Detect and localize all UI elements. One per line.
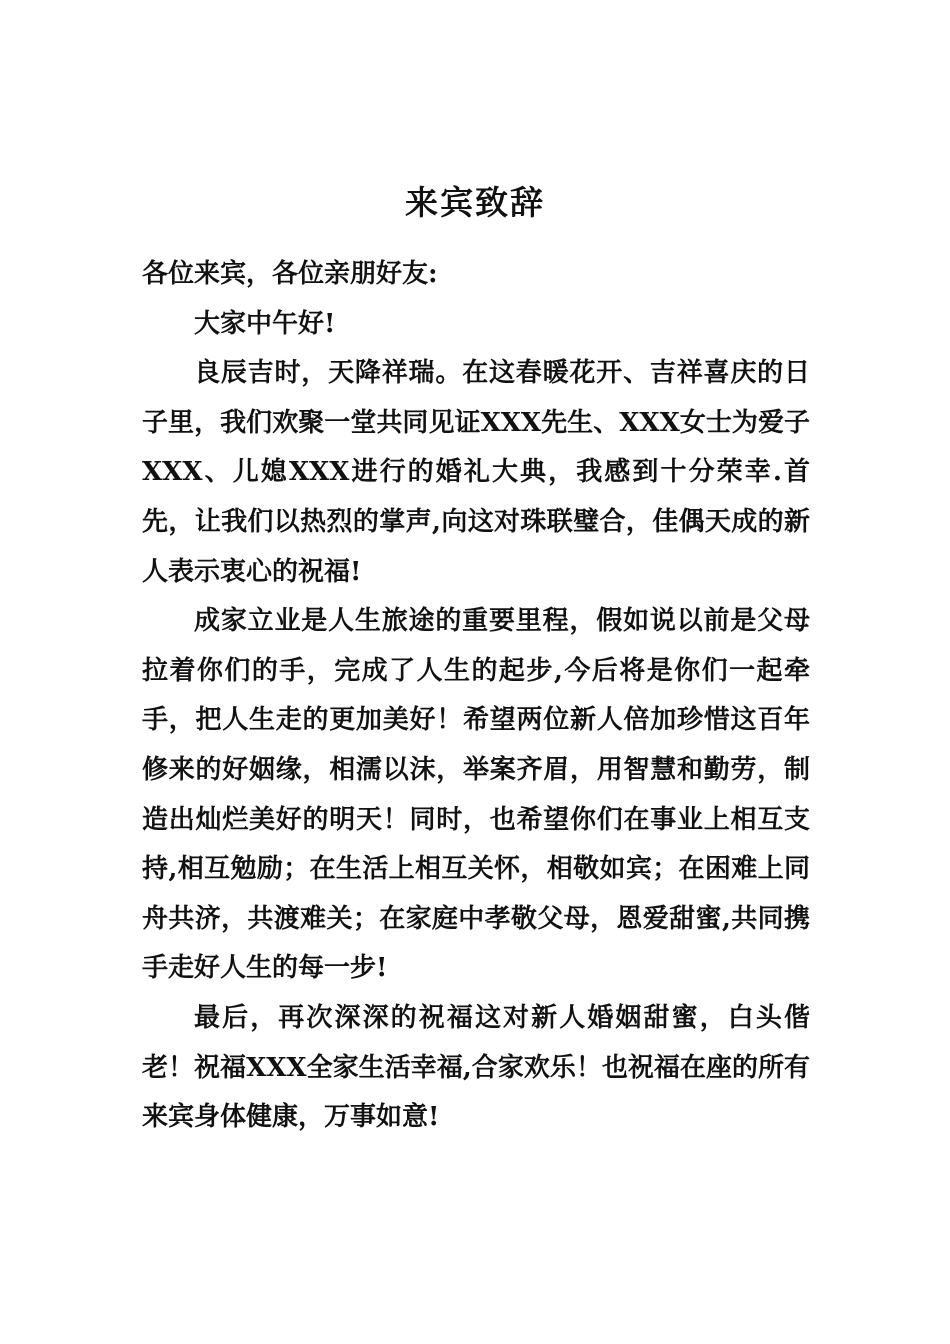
paragraph-opening: 良辰吉时，天降祥瑞。在这春暖花开、吉祥喜庆的日子里，我们欢聚一堂共同见证XXX先生、XXX女士为爱子XXX、儿媳XXX进行的婚礼大典，我感到十分荣幸.首先，让我们以热烈的掌声,向这对珠联璧合，佳偶天成的新人表示衷心的祝福! bbox=[142, 358, 810, 587]
paragraph-closing: 最后，再次深深的祝福这对新人婚姻甜蜜，白头偕老！祝福XXX全家生活幸福,合家欢乐！也祝福在座的所有来宾身体健康，万事如意! bbox=[142, 1002, 810, 1133]
salutation: 各位来宾，各位亲朋好友: bbox=[142, 259, 438, 289]
document-body bbox=[142, 250, 810, 1143]
paragraph-greeting: 大家中午好! bbox=[194, 308, 336, 339]
paragraph-wishes: 成家立业是人生旅途的重要里程，假如说以前是父母拉着你们的手，完成了人生的起步,今后将是你们一起牵手，把人生走的更加美好！希望两位新人倍加珍惜这百年修来的好姻缘，相濡以沫，举案齐眉，用智慧和勤劳，制造出灿烂美好的明天！同时，也希望你们在事业上相互支持,相互勉励；在生活上相互关怀，相敬如宾；在困难上同舟共济，共渡难关；在家庭中孝敬父母，恩爱甜蜜,共同携手走好人生的每一步! bbox=[142, 606, 810, 984]
document-title: 来宾致辞 bbox=[405, 183, 545, 222]
